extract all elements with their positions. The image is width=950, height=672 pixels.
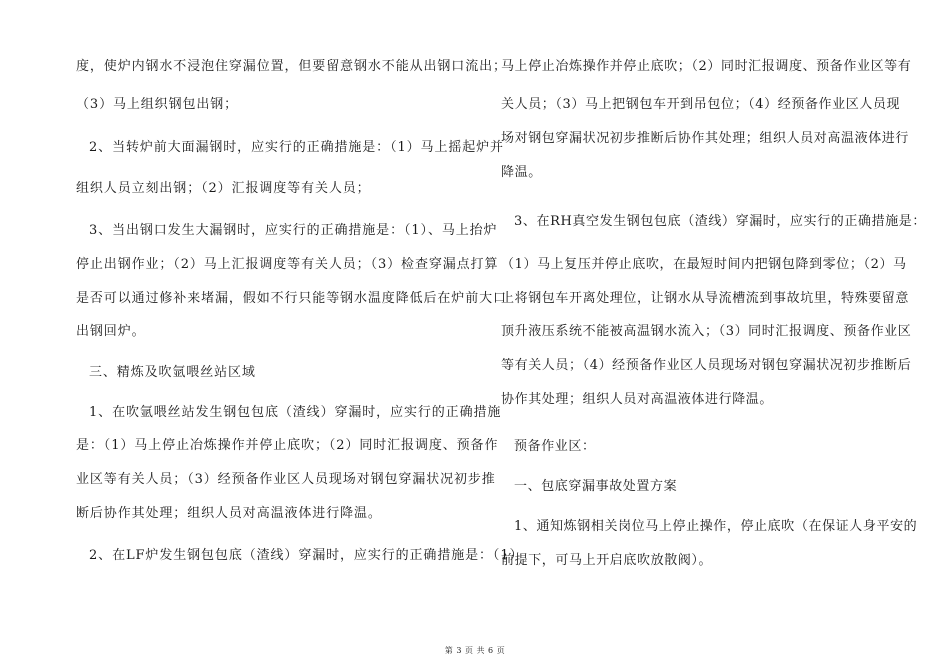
text-line: 是：（1）马上停止冶炼操作并停止底吹；（2）同时汇报调度、预备作 [76, 438, 499, 453]
text-line: 是否可以通过修补来堵漏，假如不行只能等钢水温度降低后在炉前大口 [76, 291, 507, 306]
text-line: 等有关人员；（4）经预备作业区人员现场对钢包穿漏状况初步推断后 [501, 358, 912, 373]
section-heading: 一、包底穿漏事故处置方案 [514, 479, 678, 494]
text-line: 3、当出钢口发生大漏钢时，应实行的正确措施是：（1）、马上抬炉 [89, 223, 498, 238]
text-line: 上将钢包车开离处理位，让钢水从导流槽流到事故坑里，特殊要留意 [501, 291, 910, 306]
text-line: 停止出钢作业；（2）马上汇报调度等有关人员；（3）检查穿漏点打算 [76, 257, 499, 272]
section-heading: 预备作业区： [514, 439, 596, 454]
text-line: 场对钢包穿漏状况初步推断后协作其处理；组织人员对高温液体进行 [501, 131, 910, 146]
text-line: 前提下，可马上开启底吹放散阀）。 [501, 553, 713, 568]
text-line: （3）马上组织钢包出钢； [76, 97, 239, 112]
text-line: 1、通知炼钢相关岗位马上停止操作，停止底吹（在保证人身平安的 [514, 519, 918, 534]
text-line: 顶升液压系统不能被高温钢水流入；（3）同时汇报调度、预备作业区 [501, 324, 912, 339]
text-line: 关人员；（3）马上把钢包车开到吊包位；（4）经预备作业区人员现 [501, 97, 901, 112]
text-line: 出钢回炉。 [76, 324, 146, 339]
page-number: 第 3 页 共 6 页 [444, 646, 506, 655]
text-line: 业区等有关人员；（3）经预备作业区人员现场对钢包穿漏状况初步推 [76, 472, 496, 487]
text-line: 3、在RH真空发生钢包包底（渣线）穿漏时，应实行的正确措施是： [514, 214, 926, 229]
text-line: 2、当转炉前大面漏钢时，应实行的正确措施是：（1）马上摇起炉并 [89, 140, 504, 155]
text-line: 1、在吹氩喂丝站发生钢包包底（渣线）穿漏时，应实行的正确措施 [89, 405, 502, 420]
text-line: 2、在LF炉发生钢包包底（渣线）穿漏时，应实行的正确措施是：（1） [89, 548, 524, 563]
text-line: 降温。 [501, 165, 542, 180]
text-line: 组织人员立刻出钢；（2）汇报调度等有关人员； [76, 181, 371, 196]
text-line: （1）马上复压并停止底吹，在最短时间内把钢包降到零位；（2）马 [501, 257, 907, 272]
text-line: 断后协作其处理；组织人员对高温液体进行降温。 [76, 506, 382, 521]
section-heading: 三、精炼及吹氩喂丝站区域 [89, 365, 256, 380]
text-line: 度，使炉内钢水不浸泡住穿漏位置，但要留意钢水不能从出钢口流出； [76, 59, 507, 74]
text-line: 协作其处理；组织人员对高温液体进行降温。 [501, 392, 774, 407]
text-line: 马上停止冶炼操作并停止底吹；（2）同时汇报调度、预备作业区等有 [501, 59, 912, 74]
